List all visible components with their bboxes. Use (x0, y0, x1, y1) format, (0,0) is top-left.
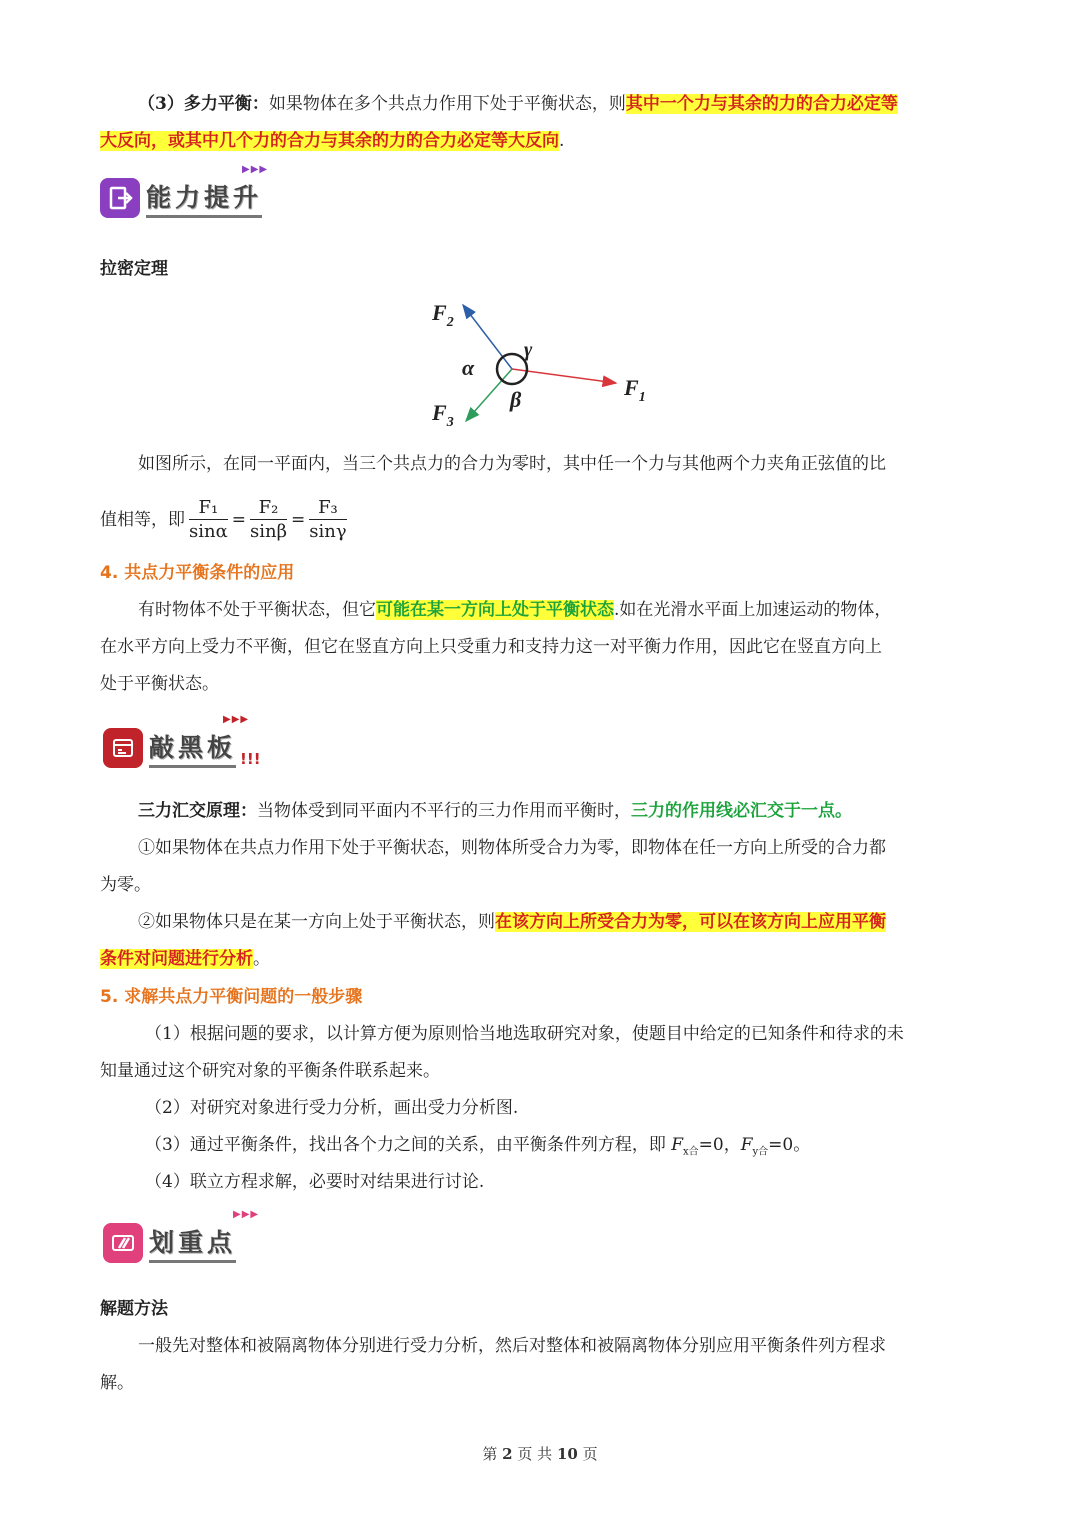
method-line-1: 一般先对整体和被隔离物体分别进行受力分析，然后对整体和被隔离物体分别应用平衡条件列方程求 (138, 1336, 886, 1356)
multi-force-lead: （3）多力平衡： (138, 94, 269, 114)
item-1-line-2: 为零。 (100, 875, 151, 895)
fraction-f1: $\frac{\text{F₁}}{\sin\alpha}$ (189, 496, 228, 542)
badge-arrows-icon: ▶▶▶ (223, 714, 250, 725)
item-1-line-1: ①如果物体在共点力作用下处于平衡状态，则物体所受合力为零，即物体在任一方向上所受的合力都 (138, 838, 886, 858)
item-2-line-2: 条件对问题进行分析。 (100, 949, 270, 969)
f2-sub: 2 (446, 315, 454, 330)
exclaim-marks: !!! (240, 750, 261, 768)
fraction-f2: $\frac{\text{F₂}}{\sin\beta}$ (250, 496, 287, 542)
step-1-line-1: （1）根据问题的要求，以计算方便为原则恰当地选取研究对象，使题目中给定的已知条件和待求的未 (145, 1024, 904, 1044)
equals-sign: = (231, 510, 246, 530)
three-force-conclusion: 三力的作用线必汇交于一点。 (631, 801, 852, 821)
beta-label: β (510, 387, 522, 412)
step-3: （3）通过平衡条件，找出各个力之间的关系，由平衡条件列方程，即 $F_{x合}=0$，$F_{y合}=0$。 (145, 1135, 811, 1158)
step-1-line-2: 知量通过这个研究对象的平衡条件联系起来。 (100, 1061, 440, 1081)
step-4: （4）联立方程求解，必要时对结果进行讨论. (145, 1172, 485, 1192)
equals-sign: = (291, 510, 306, 530)
svg-text:F1 (623, 375, 646, 405)
svg-text:F3 (431, 400, 454, 430)
ability-boost-title: 能力提升 (146, 178, 262, 218)
method-heading: 解题方法 (100, 1299, 168, 1319)
section-4-highlight: 可能在某一方向上处于平衡状态 (376, 600, 614, 620)
exit-door-icon (100, 178, 140, 218)
multi-force-highlight-a: 其中一个力与其余的力的合力必定等 (625, 94, 898, 114)
step-2: （2）对研究对象进行受力分析，画出受力分析图. (145, 1098, 519, 1118)
gamma-label: γ (524, 339, 533, 361)
section-5-title: 5. 求解共点力平衡问题的一般步骤 (100, 987, 363, 1007)
f3-label: F (432, 400, 447, 425)
multi-force-highlight-b: 大反向，或其中几个力的合力与其余的力的合力必定等大反向 (100, 131, 559, 151)
lami-equation-line (100, 492, 985, 548)
badge-arrows-icon: ▶▶▶ (233, 1209, 260, 1220)
svg-text:F2 (431, 300, 454, 330)
section-4-line-1: 有时物体不处于平衡状态，但它可能在某一方向上处于平衡状态.如在光滑水平面上加速运动的物体， (138, 600, 892, 620)
page-number: 2 (502, 1445, 513, 1463)
item-2-highlight-b: 条件对问题进行分析 (100, 949, 253, 969)
highlighter-icon (103, 1223, 143, 1263)
lami-description-1: 如图所示，在同一平面内，当三个共点力的合力为零时，其中任一个力与其他两个力夹角正弦值的比 (138, 454, 886, 474)
section-4-line-3: 处于平衡状态。 (100, 674, 219, 694)
multi-force-line-1 (138, 92, 1023, 116)
key-points-badge (103, 1209, 260, 1263)
lami-description-2: 值相等，即 (100, 510, 185, 530)
badge-arrows-icon: ▶▶▶ (242, 164, 269, 175)
f2-label: F (432, 300, 447, 325)
f3-sub: 3 (446, 415, 454, 430)
blackboard-icon (103, 728, 143, 768)
multi-force-tail: . (559, 131, 565, 151)
ability-boost-badge (100, 164, 269, 218)
section-4-line-2: 在水平方向上受力不平衡，但它在竖直方向上只受重力和支持力这一对平衡力作用，因此它在竖直方向上 (100, 637, 882, 657)
item-2-highlight-a: 在该方向上所受合力为零，可以在该方向上应用平衡 (495, 912, 886, 932)
lami-force-diagram (420, 295, 660, 435)
f1-sub: 1 (638, 390, 646, 405)
section-4-title: 4. 共点力平衡条件的应用 (100, 563, 295, 583)
fraction-f3: $\frac{\text{F₃}}{\sin\gamma}$ (309, 496, 347, 542)
f1-label: F (624, 375, 639, 400)
method-line-2: 解。 (100, 1373, 134, 1393)
alpha-label: α (462, 355, 475, 380)
page-footer: 第 2 页 共 10 页 (482, 1445, 598, 1463)
key-points-title: 划重点 (149, 1223, 236, 1263)
multi-force-text: 如果物体在多个共点力作用下处于平衡状态，则 (268, 94, 626, 114)
lami-heading: 拉密定理 (100, 259, 168, 279)
knock-blackboard-title: 敲黑板 (149, 728, 236, 768)
three-force-line: 三力汇交原理：当物体受到同平面内不平行的三力作用而平衡时，三力的作用线必汇交于一点。 (138, 801, 852, 821)
item-2-line-1: ②如果物体只是在某一方向上处于平衡状态，则在该方向上所受合力为零，可以在该方向上应用平衡 (138, 912, 886, 932)
multi-force-line-2 (100, 129, 985, 153)
knock-blackboard-badge (103, 714, 261, 768)
page-total: 10 (556, 1445, 578, 1463)
